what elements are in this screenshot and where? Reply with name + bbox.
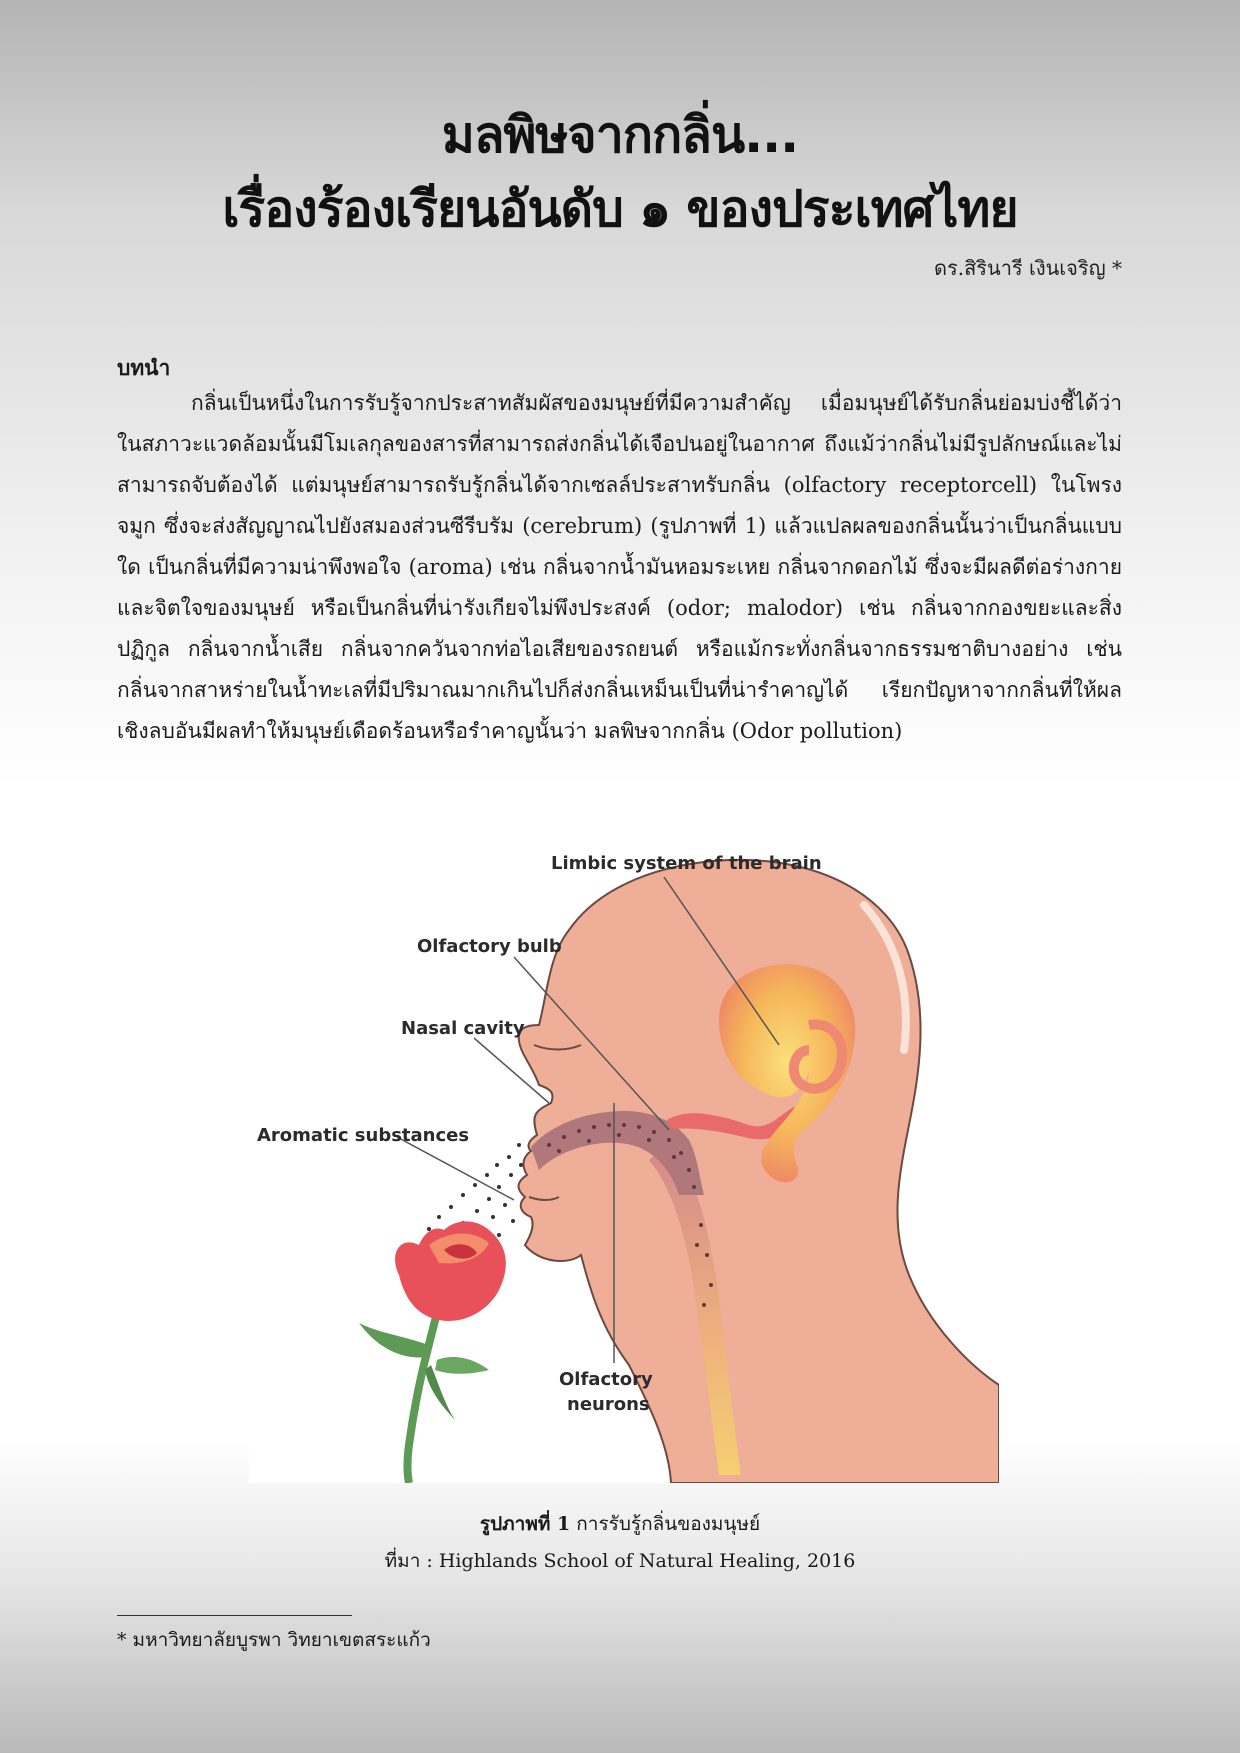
- label-olfactory-neurons-2: neurons: [567, 1394, 650, 1415]
- rose-stem: [408, 1305, 440, 1483]
- figure-source: ที่มา : Highlands School of Natural Healing, 2016: [384, 1550, 856, 1572]
- olfaction-diagram: [249, 845, 999, 1483]
- label-olfactory-neurons-1: Olfactory: [559, 1369, 653, 1390]
- page-title: [0, 98, 1240, 246]
- section-heading: บทนำ: [117, 355, 171, 380]
- author-name: ดร.สิรินารี เงินเจริญ *: [933, 256, 1122, 280]
- intro-paragraph: กลิ่นเป็นหนึ่งในการรับรู้จากประสาทสัมผัสของมนุษย์ที่มีความสำคัญ เมื่อมนุษย์ได้รับกลิ่นย่อมบ่งชี้ได้ว่าในสภาวะแวดล้อมนั้นมีโมเลกุลของสารที่สามารถส่งกลิ่นได้เจือปนอยู่ในอากาศ ถึงแม้ว่ากลิ่นไม่มีรูปลักษณ์และไม่สามารถจับต้องได้ แต่มนุษย์สามารถรับรู้กลิ่นได้จากเซลล์ประสาทรับกลิ่น (olfactory receptorcell) ในโพรงจมูก ซึ่งจะส่งสัญญาณไปยังสมองส่วนซีรีบรัม (cerebrum) (รูปภาพที่ 1) แล้วแปลผลของกลิ่นนั้นว่าเป็นกลิ่นแบบใด เป็นกลิ่นที่มีความน่าพึงพอใจ (aroma) เช่น กลิ่นจากน้ำมันหอมระเหย กลิ่นจากดอกไม้ ซึ่งจะมีผลดีต่อร่างกายและจิตใจของมนุษย์ หรือเป็นกลิ่นที่น่ารังเกียจไม่พึงประสงค์ (odor; malodor) เช่น กลิ่นจากกองขยะและสิ่งปฏิกูล กลิ่นจากน้ำเสีย กลิ่นจากควันจากท่อไอเสียของรถยนต์ หรือแม้กระทั่งกลิ่นจากธรรมชาติบางอย่าง เช่น กลิ่นจากสาหร่ายในน้ำทะเลที่มีปริมาณมากเกินไปก็ส่งกลิ่นเหม็นเป็นที่น่ารำคาญได้ เรียกปัญหาจากกลิ่นที่ให้ผลเชิงลบอันมีผลทำให้มนุษย์เดือดร้อนหรือรำคาญนั้นว่า มลพิษจากกลิ่น (Odor pollution): [117, 391, 1122, 743]
- label-aromatic-substances: Aromatic substances: [257, 1125, 470, 1146]
- rose-leaf-left: [359, 1323, 429, 1358]
- figure-caption: [0, 1509, 1240, 1539]
- figure-caption-text: การรับรู้กลิ่นของมนุษย์: [570, 1513, 761, 1535]
- title-line-2: เรื่องร้องเรียนอันดับ ๑ ของประเทศไทย: [222, 180, 1018, 238]
- footnote: * มหาวิทยาลัยบูรพา วิทยาเขตสระแก้ว: [117, 1629, 431, 1651]
- figure-caption-label: รูปภาพที่ 1: [479, 1513, 571, 1535]
- olfaction-figure: [249, 845, 999, 1483]
- footnote-divider: [117, 1615, 352, 1616]
- label-limbic-system: Limbic system of the brain: [551, 853, 822, 874]
- rose-leaf-right: [435, 1357, 489, 1374]
- label-olfactory-bulb: Olfactory bulb: [417, 936, 562, 957]
- title-line-1: มลพิษจากกลิ่น...: [441, 106, 799, 164]
- label-nasal-cavity: Nasal cavity: [401, 1018, 525, 1039]
